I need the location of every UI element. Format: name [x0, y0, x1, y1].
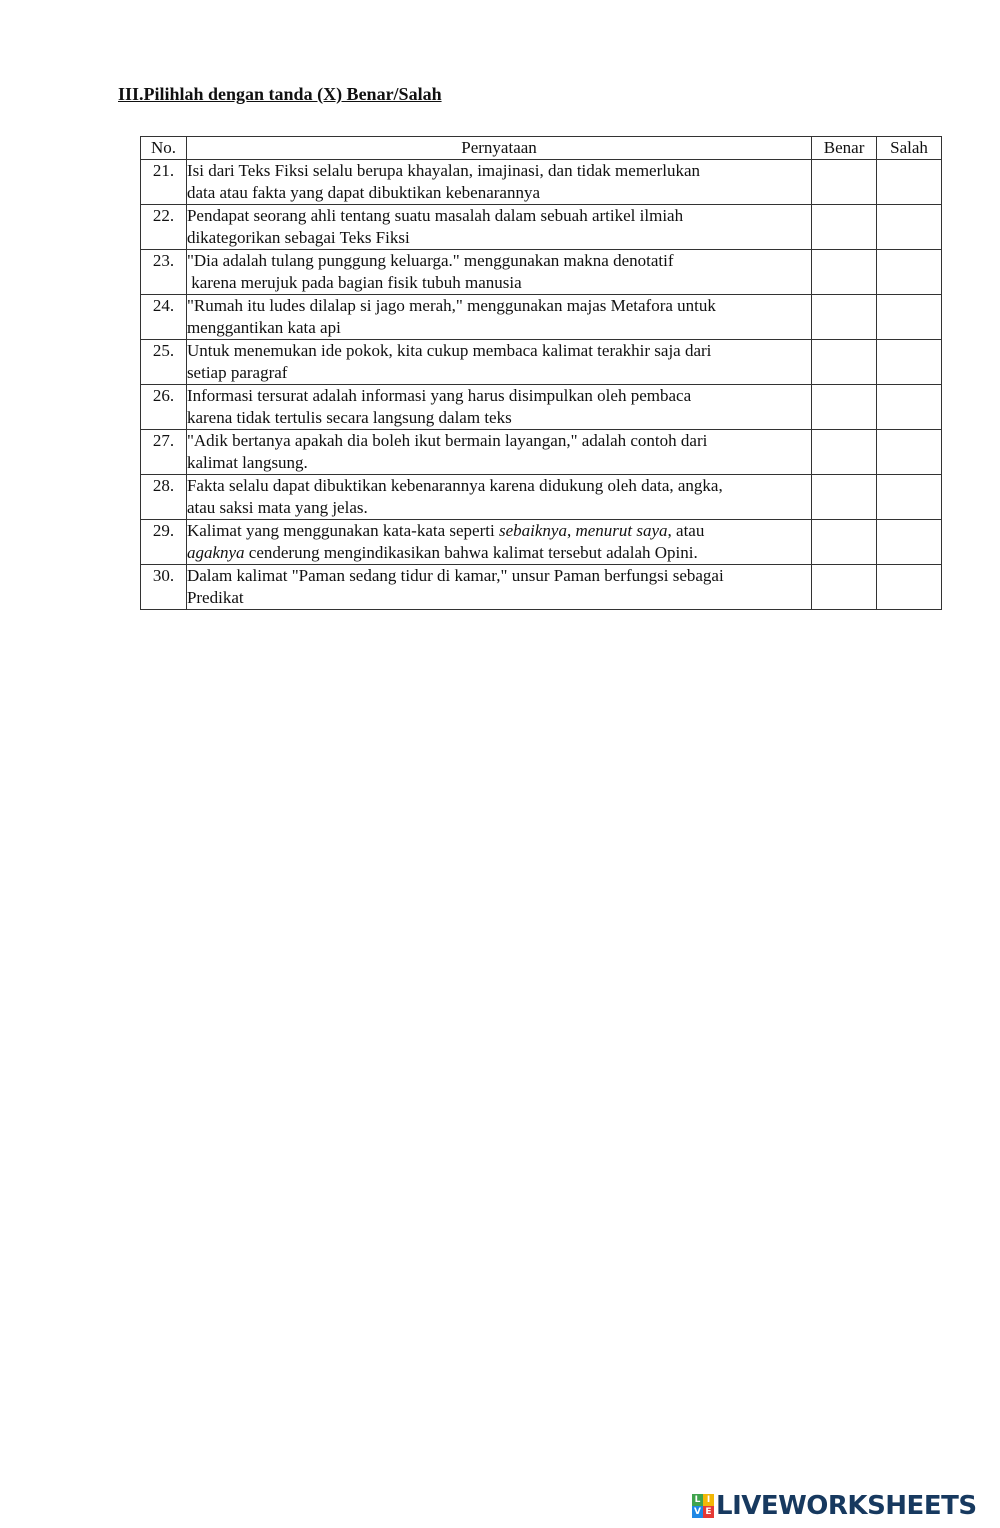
- answer-box-true[interactable]: [812, 340, 877, 385]
- statement-line: "Rumah itu ludes dilalap si jago merah," menggunakan majas Metafora untuk: [186, 296, 716, 315]
- table-row: [141, 430, 942, 475]
- answer-box-true[interactable]: [812, 565, 877, 610]
- logo-mark-letter: I: [703, 1494, 714, 1506]
- table-row: [141, 205, 942, 250]
- statement-text: [186, 160, 811, 205]
- statement-italic-term: sebaiknya: [498, 521, 567, 540]
- row-number: 30.: [141, 565, 187, 610]
- table-row: [141, 385, 942, 430]
- statement-fragment: Kalimat yang menggunakan kata-kata seperti: [186, 521, 499, 540]
- logo-mark-letter: L: [692, 1494, 703, 1506]
- row-number: 25.: [141, 340, 187, 385]
- statement-text: [186, 475, 811, 520]
- answer-box-true[interactable]: [812, 295, 877, 340]
- statement-text: [186, 565, 811, 610]
- statement-text: [186, 250, 811, 295]
- statement-line: "Dia adalah tulang punggung keluarga." menggunakan makna denotatif: [186, 251, 674, 270]
- statement-text: [186, 295, 811, 340]
- statement-line: Pendapat seorang ahli tentang suatu masalah dalam sebuah artikel ilmiah: [186, 206, 684, 225]
- statement-line: atau saksi mata yang jelas.: [186, 498, 368, 517]
- answer-box-false[interactable]: [877, 295, 942, 340]
- column-header-no: No.: [141, 137, 187, 160]
- row-number: 23.: [141, 250, 187, 295]
- answer-box-false[interactable]: [877, 250, 942, 295]
- answer-box-false[interactable]: [877, 340, 942, 385]
- column-header-true: Benar: [812, 137, 877, 160]
- answer-box-false[interactable]: [877, 205, 942, 250]
- statement-line: Untuk menemukan ide pokok, kita cukup membaca kalimat terakhir saja dari: [186, 341, 712, 360]
- row-number: 28.: [141, 475, 187, 520]
- statement-fragment: , atau: [667, 521, 705, 540]
- column-header-statement: Pernyataan: [186, 137, 811, 160]
- table-header-row: [141, 137, 942, 160]
- statement-text: [186, 385, 811, 430]
- answer-box-false[interactable]: [877, 160, 942, 205]
- answer-box-true[interactable]: [812, 250, 877, 295]
- table-row: [141, 250, 942, 295]
- statement-line: data atau fakta yang dapat dibuktikan kebenarannya: [186, 183, 541, 202]
- logo-mark-letter: V: [692, 1506, 703, 1518]
- statement-line: Dalam kalimat "Paman sedang tidur di kamar," unsur Paman berfungsi sebagai: [186, 566, 724, 585]
- table-row: [141, 340, 942, 385]
- statement-fragment: cenderung mengindikasikan bahwa kalimat tersebut adalah Opini.: [244, 543, 698, 562]
- statement-line: [187, 520, 811, 542]
- statement-text: [186, 520, 811, 565]
- row-number: 26.: [141, 385, 187, 430]
- table-row: [141, 475, 942, 520]
- logo-text: LIVEWORKSHEETS: [716, 1491, 977, 1521]
- liveworksheets-logo: [692, 1490, 977, 1522]
- answer-box-false[interactable]: [877, 565, 942, 610]
- statement-line: kalimat langsung.: [186, 453, 308, 472]
- row-number: 22.: [141, 205, 187, 250]
- logo-mark-letter: E: [703, 1506, 714, 1518]
- row-number: 29.: [141, 520, 187, 565]
- statement-line: Predikat: [186, 588, 244, 607]
- statement-line: [187, 542, 811, 564]
- answer-box-true[interactable]: [812, 385, 877, 430]
- statement-italic-term: menurut saya: [575, 521, 668, 540]
- row-number: 27.: [141, 430, 187, 475]
- statement-text: [186, 340, 811, 385]
- statement-text: [186, 430, 811, 475]
- statement-line: Isi dari Teks Fiksi selalu berupa khayalan, imajinasi, dan tidak memerlukan: [186, 161, 701, 180]
- statement-line: karena merujuk pada bagian fisik tubuh manusia: [186, 273, 522, 292]
- statement-line: setiap paragraf: [186, 363, 288, 382]
- column-header-false: Salah: [877, 137, 942, 160]
- answer-box-false[interactable]: [877, 385, 942, 430]
- statement-line: "Adik bertanya apakah dia boleh ikut bermain layangan," adalah contoh dari: [186, 431, 708, 450]
- row-number: 24.: [141, 295, 187, 340]
- statement-line: dikategorikan sebagai Teks Fiksi: [186, 228, 410, 247]
- table-row: [141, 295, 942, 340]
- answer-box-true[interactable]: [812, 520, 877, 565]
- statement-fragment: ,: [566, 521, 576, 540]
- statement-line: Informasi tersurat adalah informasi yang harus disimpulkan oleh pembaca: [186, 386, 692, 405]
- true-false-table: [140, 136, 942, 610]
- answer-box-false[interactable]: [877, 430, 942, 475]
- answer-box-true[interactable]: [812, 475, 877, 520]
- answer-box-true[interactable]: [812, 205, 877, 250]
- table-row: [141, 520, 942, 565]
- section-heading: III.Pilihlah dengan tanda (X) Benar/Salah: [118, 84, 442, 104]
- table-row: [141, 565, 942, 610]
- answer-box-false[interactable]: [877, 520, 942, 565]
- statement-line: menggantikan kata api: [186, 318, 341, 337]
- answer-box-true[interactable]: [812, 160, 877, 205]
- answer-box-false[interactable]: [877, 475, 942, 520]
- statement-italic-term: agaknya: [186, 543, 245, 562]
- statement-line: karena tidak tertulis secara langsung dalam teks: [186, 408, 512, 427]
- row-number: 21.: [141, 160, 187, 205]
- table-row: [141, 160, 942, 205]
- statement-text: [186, 205, 811, 250]
- statement-line: Fakta selalu dapat dibuktikan kebenarannya karena didukung oleh data, angka,: [186, 476, 723, 495]
- liveworksheets-logo-icon: [692, 1494, 714, 1518]
- answer-box-true[interactable]: [812, 430, 877, 475]
